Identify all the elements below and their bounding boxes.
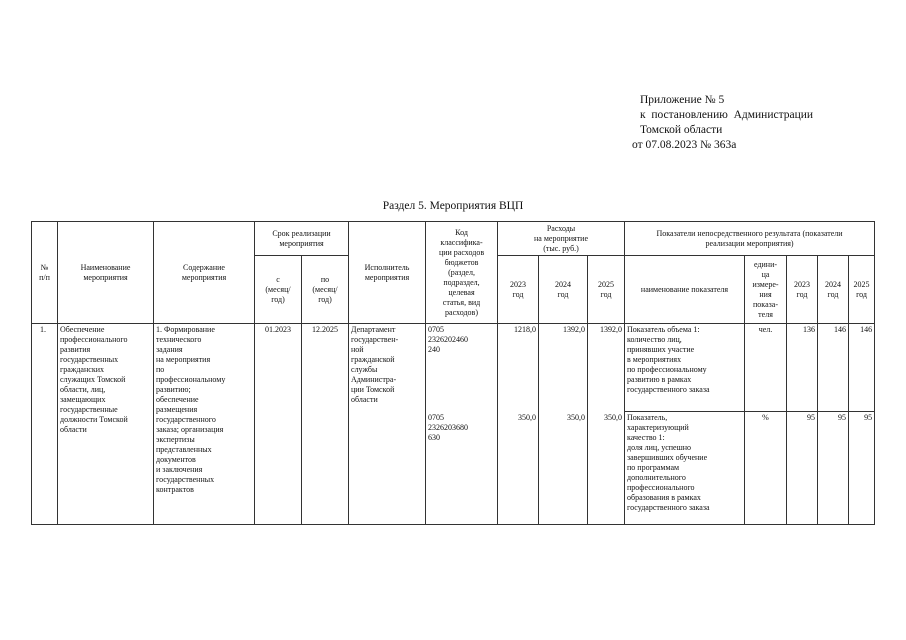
header-expenses-2024: 2024 год — [539, 256, 588, 324]
header-content: Содержание мероприятия — [154, 222, 255, 324]
sub-row-2-indicator-name: Показатель, характеризующий качество 1: доля лиц, успешно завершивших обучение по программам дополнительного профессионального образования в рамках государственного заказа — [625, 412, 745, 525]
header-date-number: от 07.08.2023 № 363а — [632, 139, 737, 151]
header-name: Наименование мероприятия — [58, 222, 154, 324]
sub-row-1-indicator-unit: чел. — [745, 324, 787, 412]
header-indicator-2025: 2025 год — [849, 256, 875, 324]
section-title: Раздел 5. Мероприятия ВЦП — [382, 200, 524, 212]
sub-row-2-indicator-2023: 95 — [787, 412, 818, 525]
table-header-row-1 — [32, 222, 875, 256]
header-indicator-name: наименование показателя — [625, 256, 745, 324]
header-budget-code: Код классифика- ции расходов бюджетов (раздел, подраздел, целевая статья, вид расходов) — [426, 222, 498, 324]
sub-row-1-budget-code: 0705 2326202460 240 — [426, 324, 498, 412]
sub-row-1-indicator-2024: 146 — [818, 324, 849, 412]
header-indicator-2023: 2023 год — [787, 256, 818, 324]
row-period-from: 01.2023 — [255, 324, 302, 525]
row-num: 1. — [32, 324, 58, 525]
row-measure-content: 1. Формирование технического задания на мероприятия по профессиональному развитию; обеспечение размещения государственного заказа; организация экспертизы представленных документов и заключения государственных контрактов — [154, 324, 255, 525]
header-period: Срок реализации мероприятия — [255, 222, 349, 256]
table-row — [32, 324, 875, 412]
header-indicator-unit: едини- ца измере- ния показа- теля — [745, 256, 787, 324]
header-period-to: по (месяц/ год) — [302, 256, 349, 324]
row-period-to: 12.2025 — [302, 324, 349, 525]
header-expenses-2023: 2023 год — [498, 256, 539, 324]
sub-row-2-indicator-2025: 95 — [849, 412, 875, 525]
sub-row-2-indicator-2024: 95 — [818, 412, 849, 525]
header-expenses: Расходы на мероприятие (тыс. руб.) — [498, 222, 625, 256]
row-measure-name: Обеспечение профессионального развития государственных гражданских служащих Томской области, лиц, замещающих государственные должности Томской области — [58, 324, 154, 525]
sub-row-1-expenses-2024: 1392,0 — [539, 324, 588, 412]
sub-row-2-expenses-2023: 350,0 — [498, 412, 539, 525]
header-indicators: Показатели непосредственного результата (показатели реализации мероприятия) — [625, 222, 875, 256]
header-resolution-ref: к постановлению Администрации — [640, 109, 814, 121]
header-executor: Исполнитель мероприятия — [349, 222, 426, 324]
measures-table — [31, 221, 875, 525]
row-executor: Департамент государствен- ной гражданской службы Администра- ции Томской области — [349, 324, 426, 525]
sub-row-1-indicator-2023: 136 — [787, 324, 818, 412]
sub-row-1-indicator-name: Показатель объема 1: количество лиц, принявших участие в мероприятиях по профессиональному развитию в рамках государственного заказа — [625, 324, 745, 412]
header-period-from: с (месяц/ год) — [255, 256, 302, 324]
header-region: Томской области — [640, 124, 723, 136]
sub-row-2-indicator-unit: % — [745, 412, 787, 525]
header-num: № п/п — [32, 222, 58, 324]
header-indicator-2024: 2024 год — [818, 256, 849, 324]
header-appendix-number: Приложение № 5 — [640, 94, 725, 106]
sub-row-1-expenses-2023: 1218,0 — [498, 324, 539, 412]
document-header — [632, 93, 814, 153]
header-expenses-2025: 2025 год — [588, 256, 625, 324]
sub-row-2-expenses-2025: 350,0 — [588, 412, 625, 525]
sub-row-2-budget-code: 0705 2326203680 630 — [426, 412, 498, 525]
sub-row-1-expenses-2025: 1392,0 — [588, 324, 625, 412]
sub-row-1-indicator-2025: 146 — [849, 324, 875, 412]
sub-row-2-expenses-2024: 350,0 — [539, 412, 588, 525]
